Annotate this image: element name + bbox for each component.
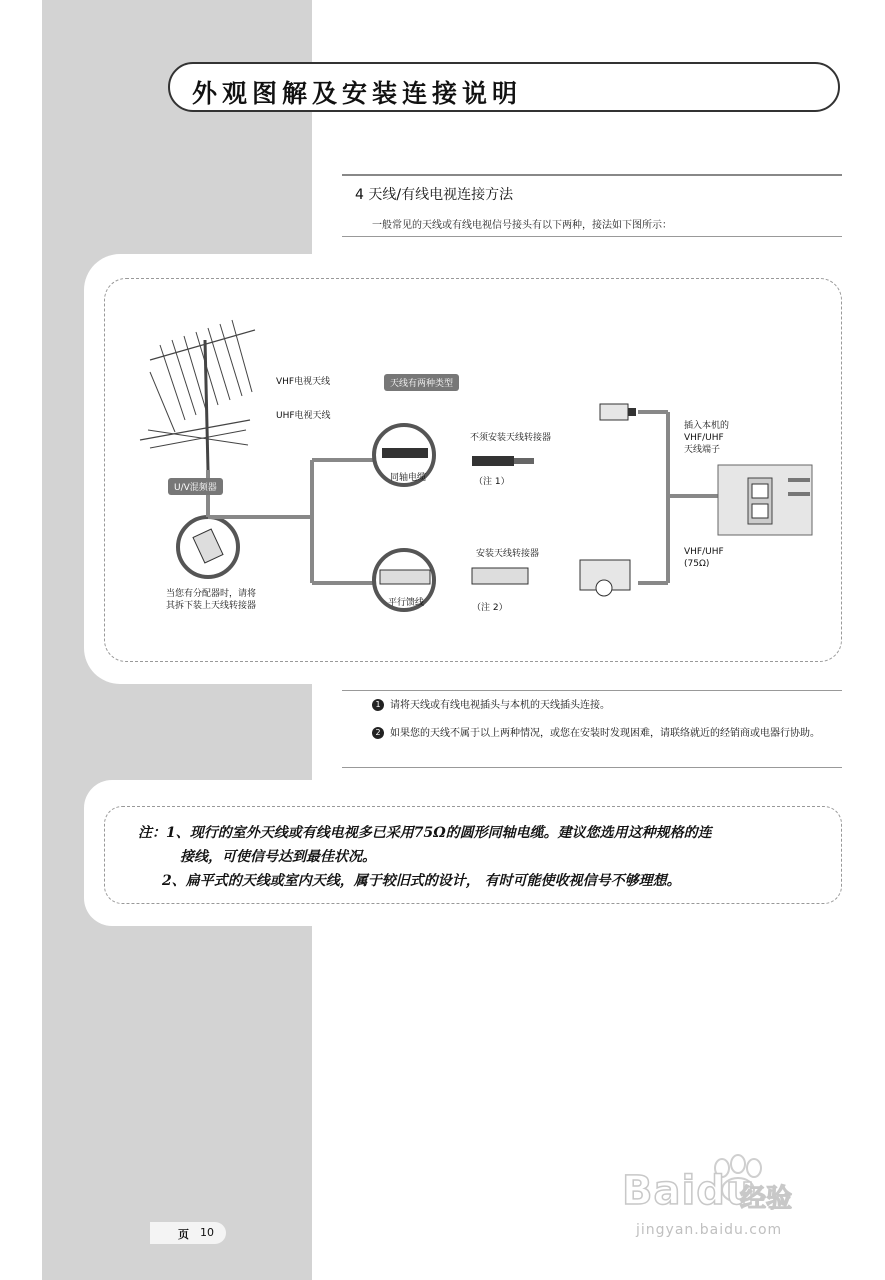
plug-label-line1: 插入本机的 bbox=[684, 421, 730, 431]
flat-cable bbox=[472, 568, 528, 584]
plug-label-line3: 天线端子 bbox=[684, 445, 721, 455]
watermark-jingyan: 经验 bbox=[740, 1184, 793, 1214]
coax-cable-label: 同轴电缆 bbox=[390, 473, 427, 483]
section-heading: 4 天线/有线电视连接方法 bbox=[355, 187, 514, 203]
terminal-label-line1: VHF/UHF bbox=[684, 547, 724, 557]
note-number-2: 2 bbox=[372, 727, 384, 739]
note2-label: （注 2） bbox=[472, 603, 508, 613]
page-label: 页 bbox=[178, 1228, 189, 1241]
splitter-note-line1: 当您有分配器时，请将 bbox=[166, 589, 257, 599]
watermark-brand: Baidu bbox=[622, 1168, 756, 1214]
mixer-badge: U/V混频器 bbox=[168, 478, 223, 495]
signal-lines bbox=[208, 412, 721, 583]
note-item-2 bbox=[372, 726, 837, 742]
antenna-types-badge: 天线有两种类型 bbox=[384, 374, 459, 391]
watermark-url: jingyan.baidu.com bbox=[636, 1222, 783, 1238]
note-number-1: 1 bbox=[372, 699, 384, 711]
install-adapter-label: 安装天线转接器 bbox=[476, 549, 540, 559]
flat-cable-label: 平行馈线 bbox=[388, 598, 425, 608]
note1-label: （注 1） bbox=[474, 477, 510, 487]
notes-rule-bottom bbox=[342, 767, 842, 768]
notes-rule-top bbox=[342, 690, 842, 691]
coax-plug bbox=[472, 456, 514, 466]
page-title: 外观图解及安装连接说明 bbox=[192, 79, 523, 108]
plug-label-line2: VHF/UHF bbox=[684, 433, 724, 443]
vhf-antenna-label: VHF电视天线 bbox=[276, 377, 331, 387]
remark-line-1: 注：1、现行的室外天线或有线电视多已采用75Ω的圆形同轴电缆。建议您选用这种规格的连 bbox=[138, 825, 712, 841]
antenna-illustration bbox=[140, 320, 255, 470]
uhf-antenna-label: UHF电视天线 bbox=[276, 411, 331, 421]
page-number: 10 bbox=[200, 1226, 214, 1239]
section-intro: 一般常见的天线或有线电视信号接头有以下两种，接法如下图所示： bbox=[372, 220, 672, 231]
splitter-note-line2: 其拆下装上天线转接器 bbox=[166, 601, 257, 611]
remark-line-1b: 接线，可使信号达到最佳状况。 bbox=[180, 849, 376, 865]
remark-line-2: 2、扁平式的天线或室内天线，属于较旧式的设计， 有时可能使收视信号不够理想。 bbox=[162, 873, 681, 889]
coax-connector bbox=[600, 404, 628, 420]
no-adapter-label: 不须安装天线转接器 bbox=[470, 433, 552, 443]
note-item-1 bbox=[372, 698, 837, 714]
note-text-1: 请将天线或有线电视插头与本机的天线插头连接。 bbox=[390, 700, 610, 711]
note-text-2: 如果您的天线不属于以上两种情况，或您在安装时发现困难，请联络就近的经销商或电器行协助。 bbox=[390, 728, 820, 739]
terminal-label-line2: (75Ω) bbox=[684, 559, 710, 569]
